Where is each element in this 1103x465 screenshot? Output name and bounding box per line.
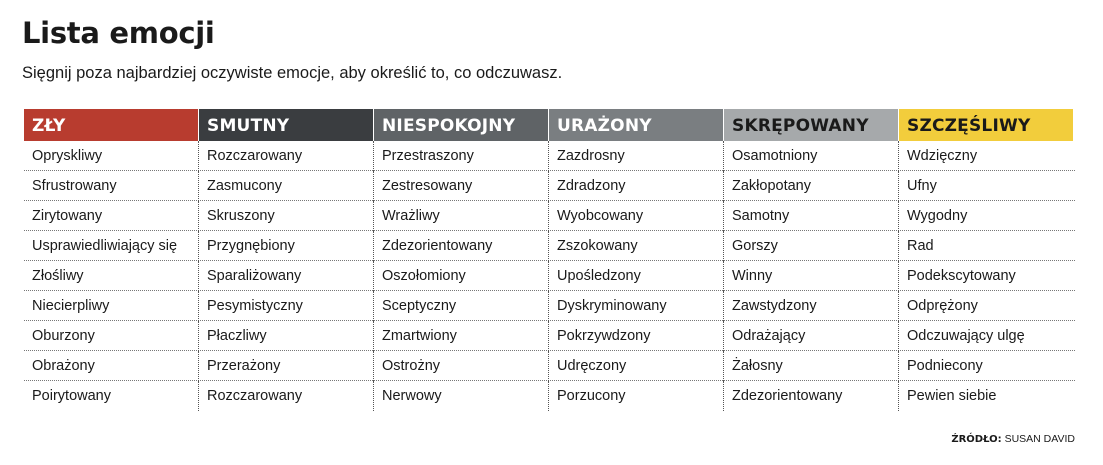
table-cell: Zasmucony: [198, 171, 373, 201]
table-row: [24, 261, 1075, 291]
table-cell: Zazdrosny: [548, 141, 723, 171]
table-cell: Pokrzywdzony: [548, 321, 723, 351]
table-cell: Przygnębiony: [198, 231, 373, 261]
table-cell: Udręczony: [548, 351, 723, 381]
table-cell: Nerwowy: [373, 381, 548, 411]
table-cell: Sfrustrowany: [32, 178, 117, 194]
column-header-2: NIESPOKOJNY: [374, 109, 548, 141]
table-cell: Żałosny: [723, 351, 898, 381]
table-cell: Płaczliwy: [198, 321, 373, 351]
table-cell: Ostrożny: [373, 351, 548, 381]
column-header-5: SZCZĘŚLIWY: [899, 109, 1073, 141]
table-cell: Zawstydzony: [723, 291, 898, 321]
table-cell: Zakłopotany: [723, 171, 898, 201]
source-value: SUSAN DAVID: [1004, 433, 1075, 445]
page-subtitle: Sięgnij poza najbardziej oczywiste emocje, aby określić to, co odczuwasz.: [22, 64, 563, 82]
table-cell: Wygodny: [898, 201, 1074, 231]
table-cell: Zmartwiony: [373, 321, 548, 351]
table-cell: Oszołomiony: [373, 261, 548, 291]
table-cell: Przestraszony: [373, 141, 548, 171]
page-title: Lista emocji: [22, 16, 215, 50]
table-cell: Skruszony: [198, 201, 373, 231]
table-cell: Wyobcowany: [548, 201, 723, 231]
table-cell: Podniecony: [898, 351, 1074, 381]
table-cell: Zestresowany: [373, 171, 548, 201]
table-cell: Zirytowany: [32, 208, 103, 224]
column-header-4: SKRĘPOWANY: [724, 109, 898, 141]
source-credit: [951, 433, 1075, 445]
table-cell: Zdradzony: [548, 171, 723, 201]
emotions-table: [24, 109, 1075, 411]
table-cell: Wdzięczny: [898, 141, 1074, 171]
table-row: [24, 381, 1075, 411]
table-row: [24, 231, 1075, 261]
table-row: [24, 351, 1075, 381]
table-cell: Pewien siebie: [898, 381, 1074, 411]
table-cell: Wrażliwy: [373, 201, 548, 231]
table-cell: Pesymistyczny: [198, 291, 373, 321]
table-header-row: [24, 109, 1075, 141]
table-cell: Sceptyczny: [373, 291, 548, 321]
table-cell: Oburzony: [32, 328, 95, 344]
table-body: [24, 141, 1075, 411]
table-cell: Zdezorientowany: [723, 381, 898, 411]
column-header-3: URAŻONY: [549, 109, 723, 141]
table-row: [24, 291, 1075, 321]
table-cell: Porzucony: [548, 381, 723, 411]
table-cell: Odrażający: [723, 321, 898, 351]
table-cell: Rozczarowany: [198, 141, 373, 171]
table-cell: Złośliwy: [32, 268, 84, 284]
table-cell: Samotny: [723, 201, 898, 231]
table-cell: Zdezorientowany: [373, 231, 548, 261]
table-cell: Usprawiedliwiający się: [32, 238, 178, 254]
table-row: [24, 201, 1075, 231]
column-header-1: SMUTNY: [199, 109, 373, 141]
table-cell: Odczuwający ulgę: [898, 321, 1074, 351]
table-cell: Sparaliżowany: [198, 261, 373, 291]
table-cell: Rozczarowany: [198, 381, 373, 411]
table-cell: Osamotniony: [723, 141, 898, 171]
table-row: [24, 171, 1075, 201]
table-cell: Przerażony: [198, 351, 373, 381]
table-cell: Obrażony: [32, 358, 95, 374]
table-cell: Upośledzony: [548, 261, 723, 291]
table-cell: Poirytowany: [32, 388, 111, 404]
table-cell: Rad: [898, 231, 1074, 261]
table-cell: Odprężony: [898, 291, 1074, 321]
table-cell: Winny: [723, 261, 898, 291]
table-cell: Podekscytowany: [898, 261, 1074, 291]
table-cell: Dyskryminowany: [548, 291, 723, 321]
table-cell: Zszokowany: [548, 231, 723, 261]
table-cell: Opryskliwy: [32, 148, 103, 164]
table-row: [24, 141, 1075, 171]
table-cell: Ufny: [898, 171, 1074, 201]
table-row: [24, 321, 1075, 351]
table-cell: Gorszy: [723, 231, 898, 261]
column-header-0: ZŁY: [24, 109, 198, 141]
source-label: ŹRÓDŁO:: [951, 434, 1002, 445]
table-cell: Niecierpliwy: [32, 298, 110, 314]
